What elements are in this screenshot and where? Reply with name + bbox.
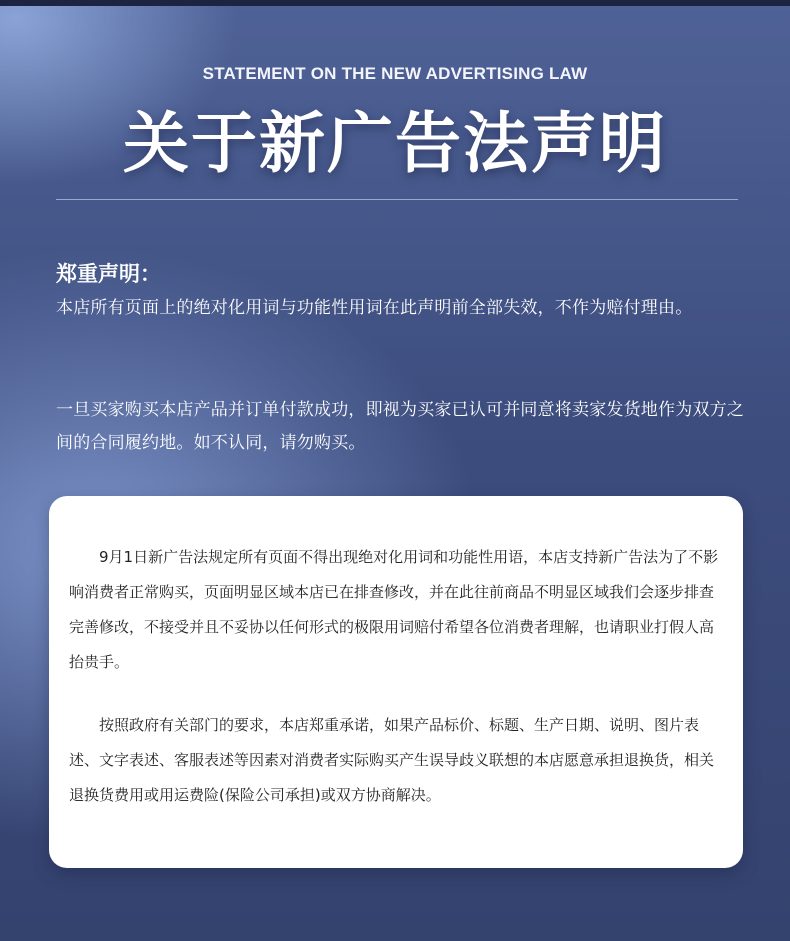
notice-card — [49, 496, 743, 868]
notice-paragraph-2: 按照政府有关部门的要求，本店郑重承诺，如果产品标价、标题、生产日期、说明、图片表述、文字表述、客服表述等因素对消费者实际购买产生误导歧义联想的本店愿意承担退换货，相关退换货费用或用运费险(保险公司承担)或双方协商解决。 — [69, 716, 715, 804]
notice-paragraph-1: 9月1日新广告法规定所有页面不得出现绝对化用词和功能性用语，本店支持新广告法为了不影响消费者正常购买，页面明显区域本店已在排查修改，并在此往前商品不明显区域我们会逐步排查完善修改，不接受并且不妥协以任何形式的极限用词赔付希望各位消费者理解，也请职业打假人高抬贵手。 — [69, 548, 719, 671]
page-title: 关于新广告法声明 — [123, 105, 667, 182]
statement-heading: 郑重声明： — [56, 262, 161, 286]
title-divider — [56, 199, 738, 200]
statement-paragraph-1: 本店所有页面上的绝对化用词与功能性用词在此声明前全部失效，不作为赔付理由。 — [56, 298, 693, 318]
page-subtitle: STATEMENT ON THE NEW ADVERTISING LAW — [202, 64, 588, 83]
top-band — [0, 0, 790, 6]
statement-paragraph-2: 一旦买家购买本店产品并订单付款成功，即视为买家已认可并同意将卖家发货地作为双方之间的合同履约地。如不认同，请勿购买。 — [56, 400, 744, 453]
